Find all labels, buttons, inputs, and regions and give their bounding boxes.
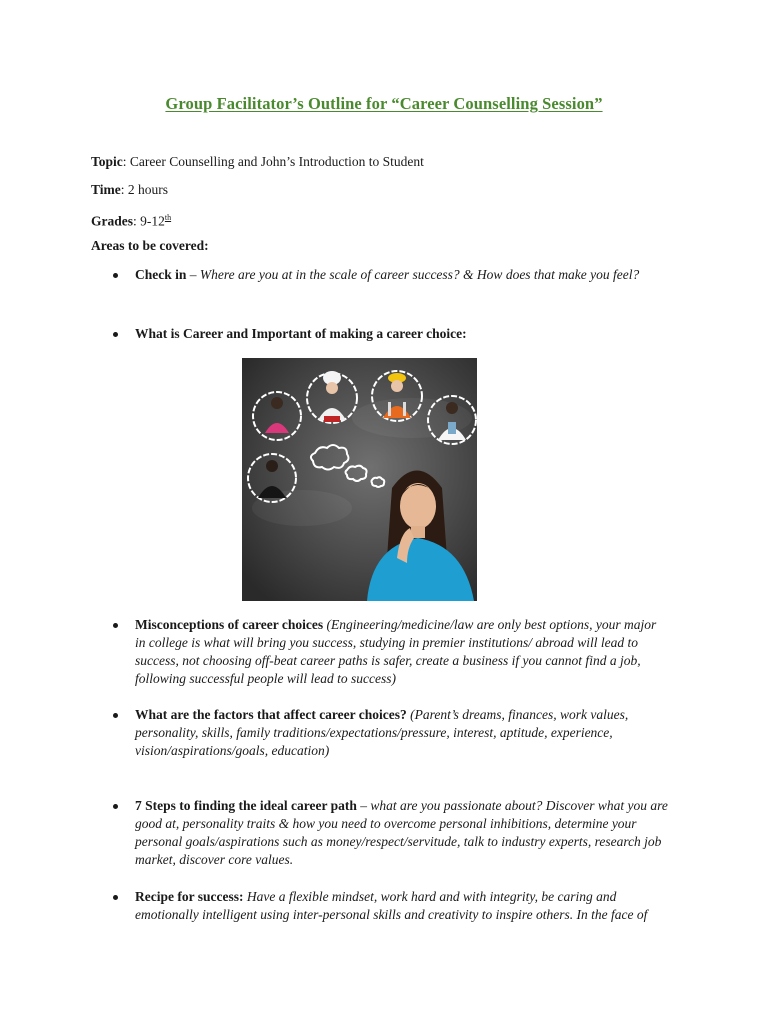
time-label: Time <box>91 182 121 197</box>
item-description: (Parent’s dreams, finances, work values, personality, skills, family traditions/expectations/pressure, interest, aptitude, experience, vision/aspirations/goals, education) <box>135 707 629 758</box>
list-item-text <box>135 325 670 343</box>
career-choice-photo <box>242 358 477 601</box>
grades-suffix: th <box>164 213 172 222</box>
item-description: Where are you at in the scale of career success? & How does that make you feel? <box>199 267 640 282</box>
list-item-text <box>135 888 670 924</box>
item-lead: Check in <box>135 267 187 282</box>
item-lead: Recipe for success: <box>135 889 244 904</box>
list-item-text <box>135 616 670 688</box>
bullet-dot <box>113 332 118 337</box>
topic-value: : Career Counselling and John’s Introduction to Student <box>122 154 424 169</box>
topic-line <box>91 153 424 171</box>
bullet-dot <box>113 804 118 809</box>
grades-value: : 9-12 <box>133 213 165 229</box>
grades-line <box>91 209 171 231</box>
topic-label: Topic <box>91 154 123 169</box>
item-lead: 7 Steps to finding the ideal career path <box>135 798 357 813</box>
document-title: Group Facilitator’s Outline for “Career Counselling Session” <box>165 94 603 113</box>
item-lead: What are the factors that affect career choices? <box>135 707 407 722</box>
bullet-dot <box>113 273 118 278</box>
item-description: (Engineering/medicine/law are only best options, your major in college is what will bring you success, studying in premier institutions/ abroad will lead to success, not choosing off-beat career paths is safer, create a business if you cannot find a job, following successful people will lead to success) <box>135 617 657 686</box>
item-lead: What is Career and Important of making a career choice: <box>135 326 467 341</box>
grades-label: Grades <box>91 213 133 229</box>
list-item-text <box>135 797 670 869</box>
bullet-dot <box>113 713 118 718</box>
career-thought-illustration <box>242 358 477 601</box>
item-description: Have a flexible mindset, work hard and with integrity, be caring and emotionally intelligent using inter-personal skills and creativity to inspire others. In the face of <box>135 889 648 922</box>
time-value: : 2 hours <box>120 182 168 197</box>
item-description: what are you passionate about? Discover what you are good at, personality traits & how you need to overcome personal inhibitions, determine your personal goals/aspirations such as money/respect/servitude, talk to industry experts, research job market, discover core values. <box>135 798 668 867</box>
bullet-dot <box>113 623 118 628</box>
item-lead: Misconceptions of career choices <box>135 617 324 632</box>
time-line <box>91 181 168 199</box>
item-separator: – <box>186 267 200 282</box>
bullet-dot <box>113 895 118 900</box>
areas-heading-text: Areas to be covered: <box>91 238 209 253</box>
list-item-text <box>135 266 670 284</box>
areas-heading <box>91 237 209 255</box>
item-separator: – <box>356 798 371 813</box>
list-item-text <box>135 706 670 760</box>
